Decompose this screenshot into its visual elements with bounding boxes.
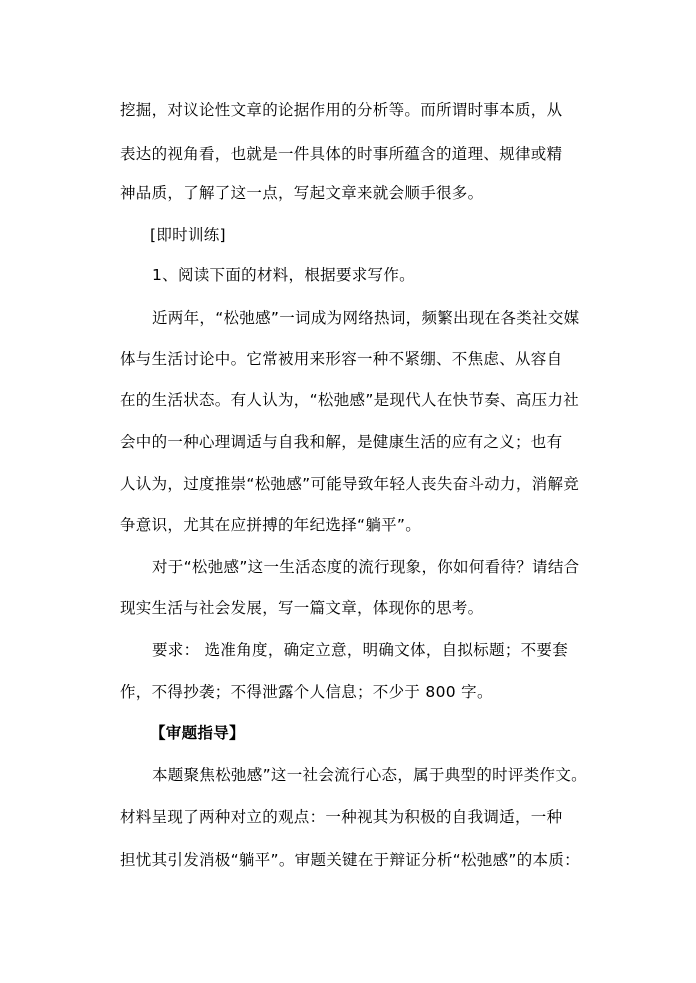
- material-line-5: 人认为，过度推崇“松弛感”可能导致年轻人丧失奋斗动力，消解竞: [120, 475, 580, 493]
- material-line-6: 争意识，尤其在应拼搏的年纪选择“躺平”。: [120, 516, 422, 534]
- guidance-line-2: 材料呈现了两种对立的观点：一种视其为积极的自我调适，一种: [120, 808, 563, 826]
- guidance-line-1: 本题聚焦松弛感”这一社会流行心态，属于典型的时评类作文。: [152, 766, 587, 784]
- section-heading-guidance: 【审题指导】: [150, 724, 245, 742]
- requirements-line-2: 作，不得抄袭；不得泄露个人信息；不少于 800 字。: [120, 683, 493, 701]
- question-line-1: 对于“松弛感”这一生活态度的流行现象，你如何看待？请结合: [152, 558, 580, 576]
- material-line-3: 在的生活状态。有人认为，“松弛感”是现代人在快节奏、高压力社: [120, 391, 580, 409]
- material-line-1: 近两年，“松弛感”一词成为网络热词，频繁出现在各类社交媒: [152, 309, 580, 327]
- paragraph-line-2: 表达的视角看，也就是一件具体的时事所蕴含的道理、规律或精: [120, 145, 563, 163]
- task-instruction: 1、阅读下面的材料，根据要求写作。: [152, 266, 415, 284]
- requirements-line-1: 要求： 选准角度，确定立意，明确文体，自拟标题；不要套: [152, 641, 569, 659]
- question-line-2: 现实生活与社会发展，写一篇文章，体现你的思考。: [120, 599, 484, 617]
- material-line-4: 会中的一种心理调适与自我和解，是健康生活的应有之义；也有: [120, 433, 563, 451]
- section-label-training: [即时训练]: [150, 226, 226, 244]
- guidance-line-3: 担忧其引发消极“躺平”。审题关键在于辩证分析“松弛感”的本质：: [120, 851, 580, 869]
- material-line-2: 体与生活讨论中。它常被用来形容一种不紧绷、不焦虑、从容自: [120, 350, 563, 368]
- paragraph-line-3: 神品质，了解了这一点，写起文章来就会顺手很多。: [120, 184, 484, 202]
- paragraph-line-1: 挖掘，对议论性文章的论据作用的分析等。而所谓时事本质，从: [120, 101, 563, 119]
